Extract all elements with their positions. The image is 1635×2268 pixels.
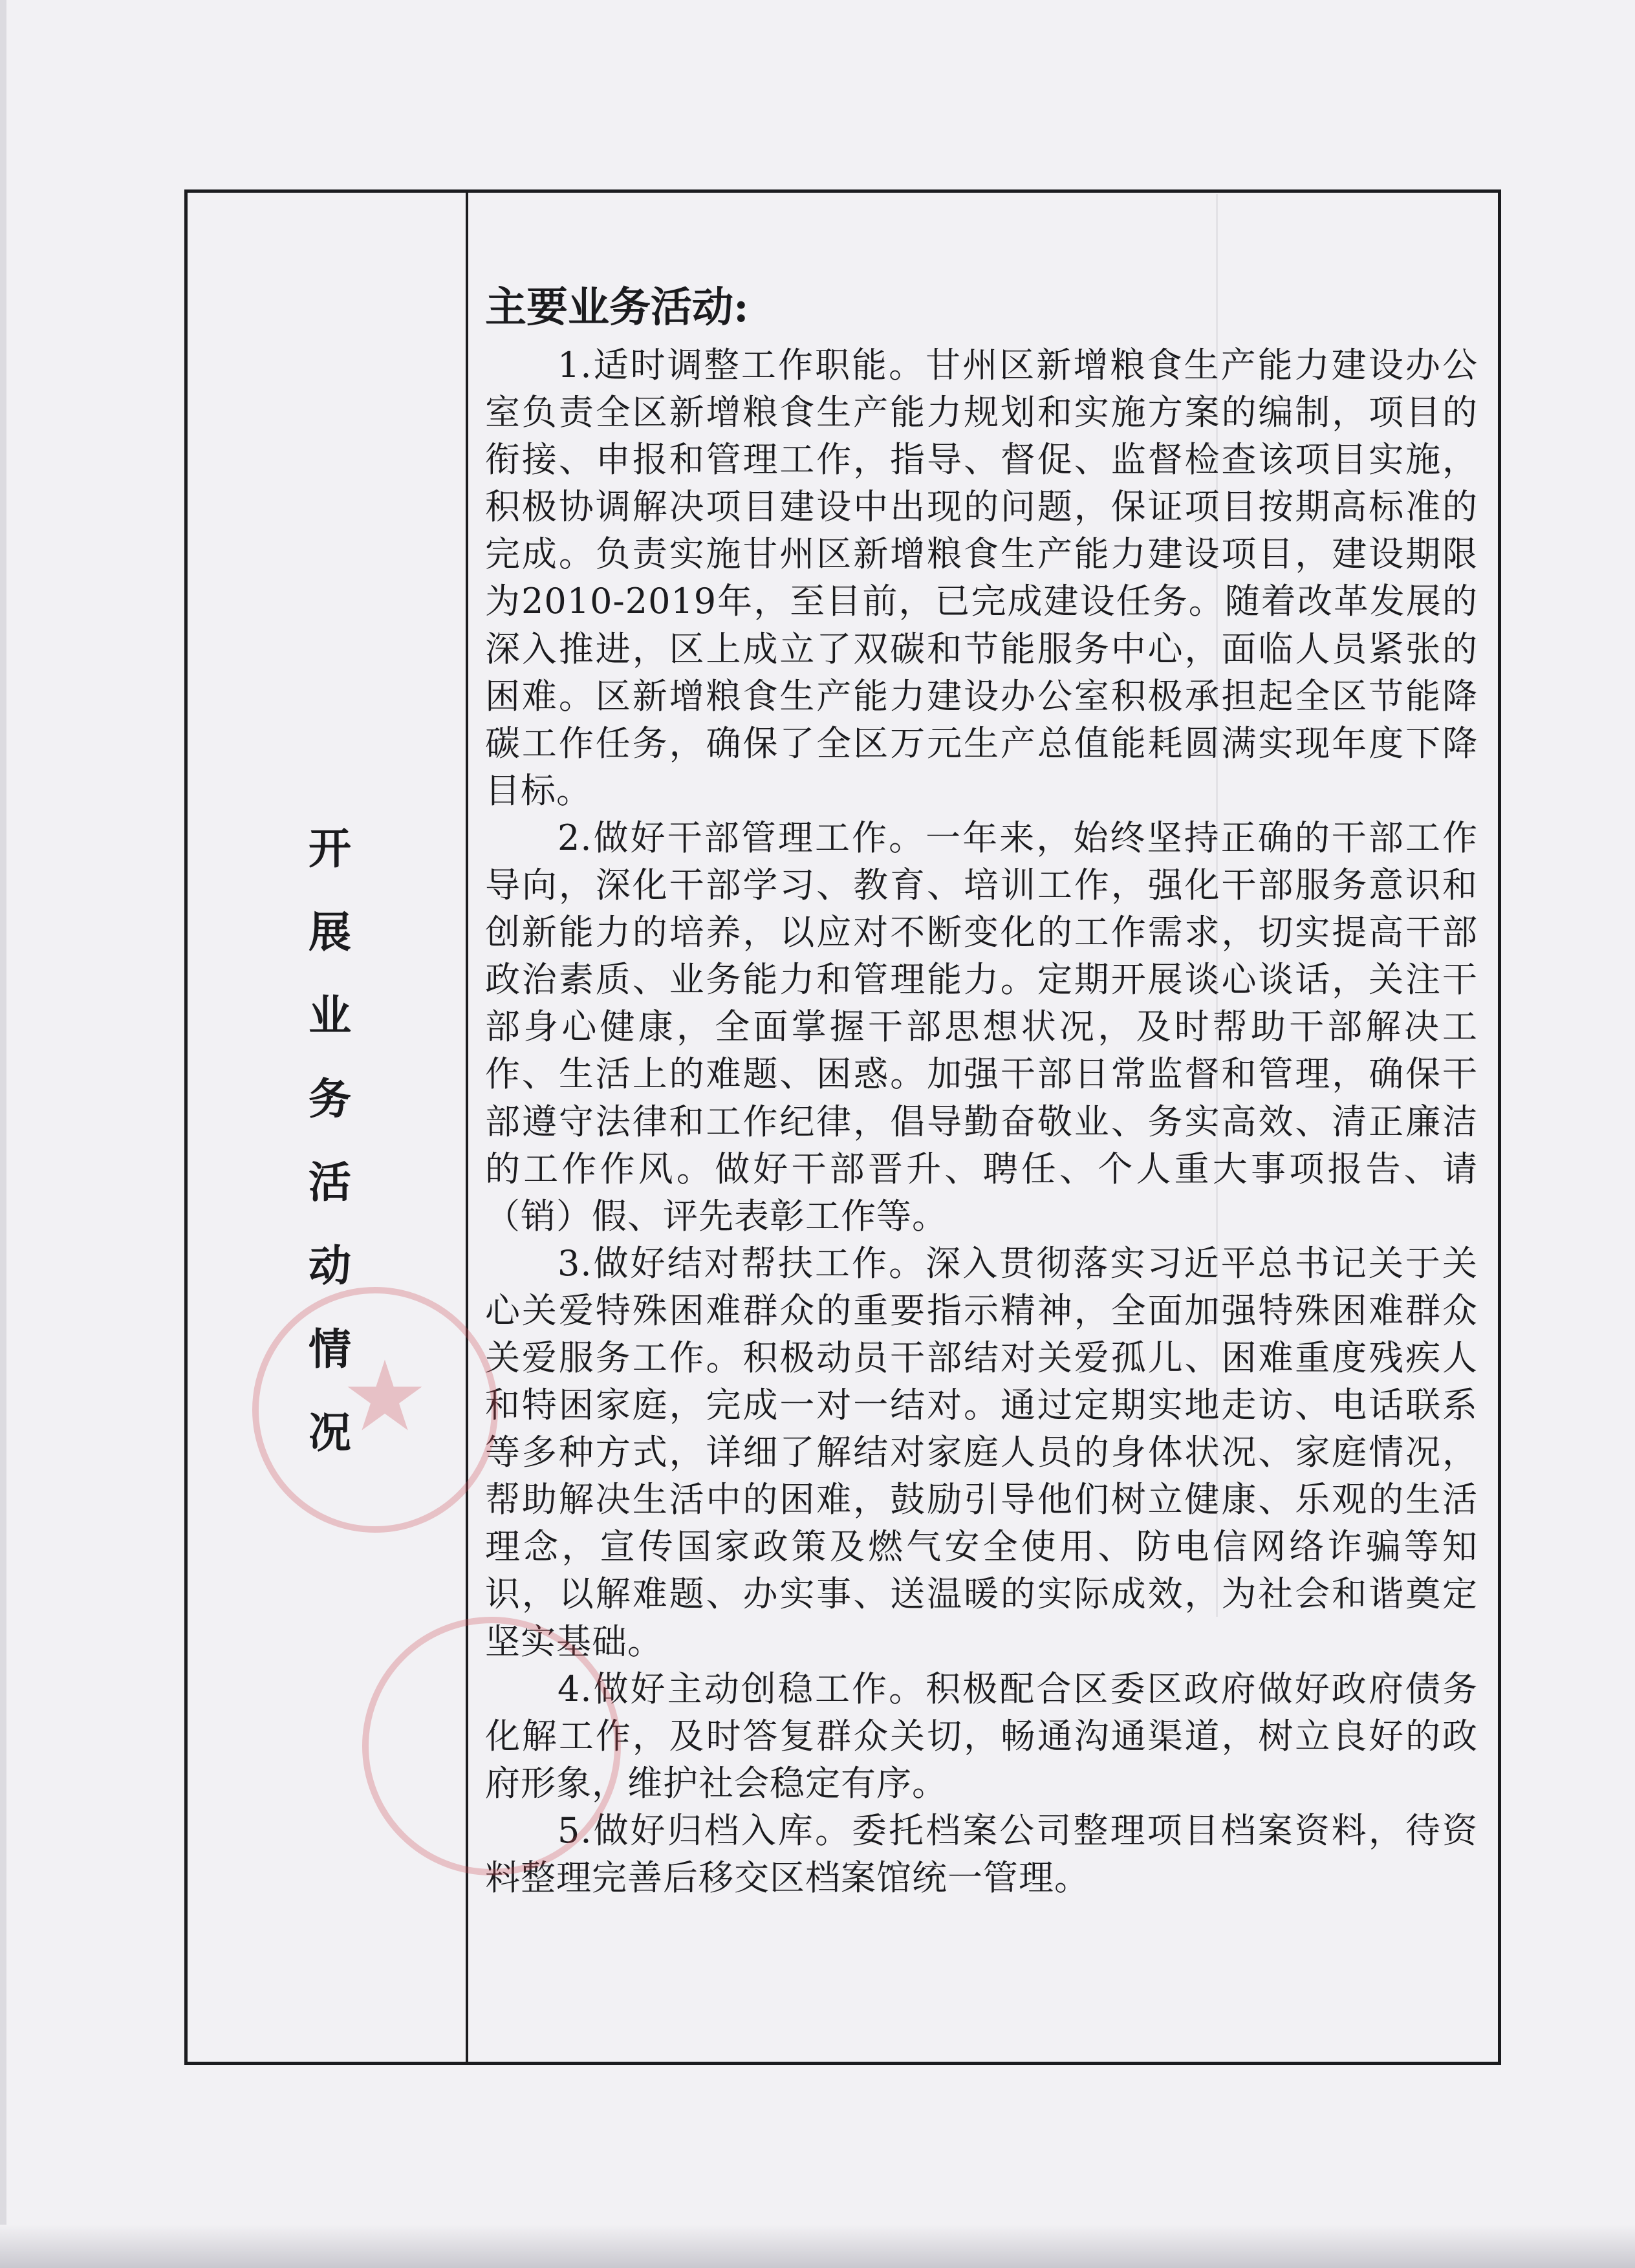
- side-label-char: 况: [309, 1407, 351, 1458]
- column-divider: [466, 193, 468, 2062]
- side-label-char: 动: [309, 1240, 351, 1291]
- scan-edge: [0, 0, 6, 2268]
- content-cell: [485, 283, 1478, 1901]
- side-label-char: 情: [309, 1324, 351, 1374]
- scan-bottom-edge: [0, 2225, 1635, 2268]
- form-frame: [184, 189, 1501, 2065]
- paragraph-5: 5.做好归档入库。委托档案公司整理项目档案资料，待资料整理完善后移交区档案馆统一管理。: [485, 1809, 1478, 1898]
- side-label-char: 活: [309, 1157, 351, 1207]
- paragraph-4: 4.做好主动创稳工作。积极配合区委区政府做好政府债务化解工作，及时答复群众关切，畅通沟通渠道，树立良好的政府形象，维护社会稳定有序。: [485, 1668, 1478, 1804]
- seal-star-icon: ★: [341, 1341, 429, 1453]
- side-label-char: 开: [309, 823, 351, 874]
- section-heading: 主要业务活动:: [485, 283, 749, 332]
- side-label-char: 业: [309, 990, 351, 1041]
- paragraph-1: 1.适时调整工作职能。甘州区新增粮食生产能力建设办公室负责全区新增粮食生产能力规划和实施方案的编制，项目的衔接、申报和管理工作，指导、督促、监督检查该项目实施，积极协调解决项目建设中出现的问题，保证项目按期高标准的完成。负责实施甘州区新增粮食生产能力建设项目，建设期限为2010-2019年，至目前，已完成建设任务。随着改革发展的深入推进，区上成立了双碳和节能服务中心，面临人员紧张的困难。区新增粮食生产能力建设办公室积极承担起全区节能降碳工作任务，确保了全区万元生产总值能耗圆满实现年度下降目标。: [485, 345, 1478, 811]
- side-label-char: 务: [309, 1074, 351, 1124]
- side-label-char: 展: [309, 907, 351, 957]
- paragraph-3: 3.做好结对帮扶工作。深入贯彻落实习近平总书记关于关心关爱特殊困难群众的重要指示精神，全面加强特殊困难群众关爱服务工作。积极动员干部结对关爱孤儿、困难重度残疾人和特困家庭，完成一对一结对。通过定期实地走访、电话联系等多种方式，详细了解结对家庭人员的身体状况、家庭情况，帮助解决生活中的困难，鼓励引导他们树立健康、乐观的生活理念，宣传国家政策及燃气安全使用、防电信网络诈骗等知识，以解难题、办实事、送温暖的实际成效，为社会和谐奠定坚实基础。: [485, 1242, 1478, 1662]
- paragraph-2: 2.做好干部管理工作。一年来，始终坚持正确的干部工作导向，深化干部学习、教育、培训工作，强化干部服务意识和创新能力的培养，以应对不断变化的工作需求，切实提高干部政治素质、业务能力和管理能力。定期开展谈心谈话，关注干部身心健康，全面掌握干部思想状况，及时帮助干部解决工作、生活上的难题、困惑。加强干部日常监督和管理，确保干部遵守法律和工作纪律，倡导勤奋敬业、务实高效、清正廉洁的工作作风。做好干部晋升、聘任、个人重大事项报告、请（销）假、评先表彰工作等。: [485, 817, 1478, 1237]
